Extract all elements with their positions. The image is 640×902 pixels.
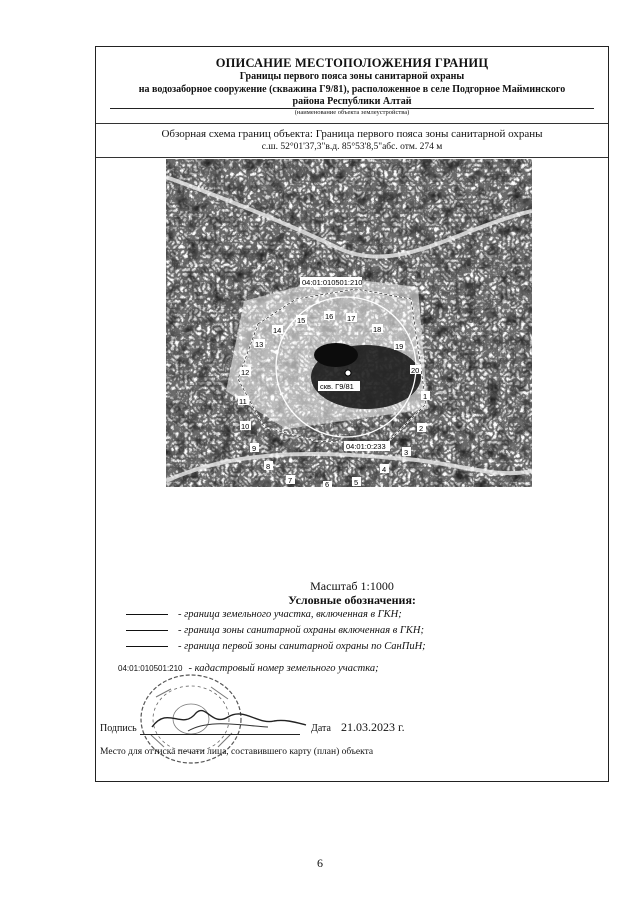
- legend-line-solid: [126, 614, 168, 615]
- legend-title: Условные обозначения:: [288, 593, 416, 607]
- date-value: 21.03.2023 г.: [341, 720, 405, 734]
- map-scale: Масштаб 1:1000: [310, 579, 394, 593]
- cadastral-label-mid: 04:01:0:233: [346, 442, 386, 451]
- document-header: [96, 47, 608, 124]
- map-point-13: 13: [255, 340, 264, 349]
- legend-line-solid-3: [126, 646, 168, 647]
- map-point-8: 8: [266, 462, 271, 471]
- signature-field: [100, 723, 137, 734]
- scheme-caption: [96, 123, 608, 158]
- map-point-18: 18: [373, 325, 382, 334]
- signature-image: [148, 697, 308, 737]
- legend-item-first-zone: [126, 641, 426, 652]
- object-name-line-3: района Республики Алтай: [292, 96, 412, 107]
- legend-item-sanitary-zone-text: - граница зоны санитарной охраны включенная в ГКН;: [178, 625, 424, 636]
- scheme-title: Обзорная схема границ объекта: Граница первого пояса зоны санитарной охраны: [161, 128, 543, 140]
- map-point-12: 12: [241, 368, 250, 377]
- scheme-coordinates: с.ш. 52°01'37,3"в.д. 85°53'8,5"абс. отм. 274 м: [261, 142, 443, 152]
- well-label: скв. Г9/81: [320, 382, 354, 391]
- map-point-5: 5: [354, 478, 359, 487]
- legend-line-solid-2: [126, 630, 168, 631]
- document-frame: [95, 46, 609, 782]
- object-name-note: (наименование объекта землеустройства): [294, 109, 410, 116]
- legend-cadastral-number: 04:01:010501:210: [118, 664, 183, 673]
- object-name-line-1: Границы первого пояса зоны санитарной охраны: [239, 71, 465, 82]
- legend-item-sanitary-zone: [126, 625, 424, 636]
- map-point-9: 9: [252, 444, 257, 453]
- map-point-14: 14: [273, 326, 282, 335]
- map-point-11: 11: [239, 397, 247, 406]
- legend-item-land-plot: [126, 609, 402, 620]
- map-point-6: 6: [325, 480, 330, 487]
- cadastral-label-top: 04:01:010501:210: [302, 278, 363, 287]
- stamp-place-caption: Место для оттиска печати лица, составившего карту (план) объекта: [100, 747, 374, 757]
- object-name-line-2: на водозаборное сооружение (скважина Г9/81), расположенное в селе Подгорное Майминского: [138, 84, 566, 95]
- legend-cadastral-text: - кадастровый номер земельного участка;: [188, 663, 379, 674]
- map-point-20: 20: [411, 366, 420, 375]
- map-point-17: 17: [347, 314, 356, 323]
- legend-item-land-plot-text: - граница земельного участка, включенная в ГКН;: [178, 609, 402, 620]
- map-point-7: 7: [288, 476, 293, 485]
- signature-label: Подпись: [100, 723, 137, 734]
- signature-line: [140, 734, 300, 735]
- page-number: 6: [317, 856, 323, 870]
- map-point-4: 4: [382, 465, 387, 474]
- map-point-3: 3: [404, 448, 409, 457]
- map-point-16: 16: [325, 312, 334, 321]
- map-point-19: 19: [395, 342, 404, 351]
- date-label: Дата: [311, 723, 331, 734]
- legend-item-first-zone-text: - граница первой зоны санитарной охраны по СанПиН;: [178, 641, 426, 652]
- document-title: ОПИСАНИЕ МЕСТОПОЛОЖЕНИЯ ГРАНИЦ: [215, 56, 489, 70]
- map-point-15: 15: [297, 316, 306, 325]
- aerial-map-image: [166, 159, 532, 487]
- map-point-2: 2: [419, 424, 424, 433]
- map-point-1: 1: [423, 392, 428, 401]
- map-point-10: 10: [241, 422, 250, 431]
